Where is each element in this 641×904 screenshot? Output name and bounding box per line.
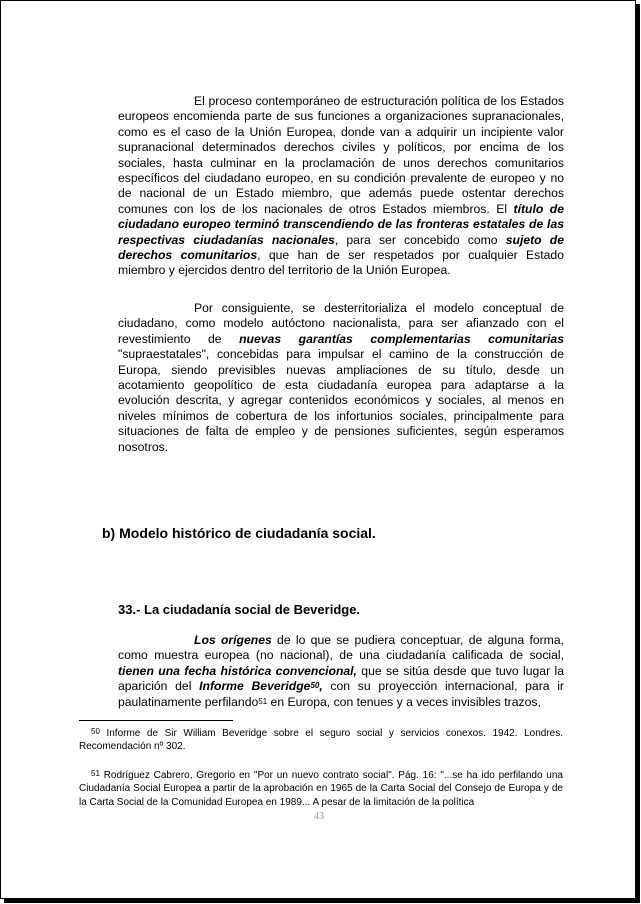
text-run: El proceso contemporáneo de estructuración política de los Estados europeos encomienda parte de sus funciones a organizaciones supranacionales, como es el caso de la Unión Europea, donde van a adquirir un incipiente valor supranacional determinados derechos civiles y políticos, por encima de los sociales, hasta culminar en la proclamación de unos derechos comunitarios específicos del ciudadano europeo, en su condición prevalente de europeo y no de nacional de un Estado miembro, que además puede ostentar derechos comunes con los de los nacionales de otros Estados miembros. El (118, 94, 564, 216)
footnote-text: Informe de Sir William Beveridge sobre el seguro social y servicios conexos. 1942. Londres. Recomendación nº 302. (79, 728, 563, 753)
footnote-51 (79, 769, 563, 809)
text-run: , para ser concebido como (334, 232, 506, 247)
footnote-ref-50[interactable]: 50 (310, 681, 320, 691)
section-heading-b: b) Modelo histórico de ciudadanía social. (102, 525, 376, 541)
emphasis-text: Los orígenes (194, 633, 272, 647)
emphasis-text: título de ciudadano europeo terminó transcendiendo de las fronteras estatales de las respectivas ciudadanías nacionales (118, 201, 565, 247)
emphasis-text: nuevas garantías complementarias comunitarias (239, 331, 564, 346)
text-run: "supraestatales", concebidas para impulsar el camino de la construcción de Europa, siendo previsibles nuevas ampliaciones de su título, desde un acotamiento geopolítico de esta ciudadanía europea para adaptarse a la evolución descrita, y agregar contenidos económicos y sociales, al menos en niveles mínimos de cobertura de los infortunios sociales, principalmente para situaciones de falta de empleo y de pensiones suficientes, según esperamos nosotros. (118, 347, 564, 454)
paragraph-desterritorializa (118, 301, 564, 455)
footnote-50 (79, 727, 563, 754)
emphasis-text: , (319, 679, 331, 694)
footnote-mark: 51 (91, 769, 100, 778)
paragraph-union-europea (118, 94, 564, 279)
emphasis-text: sujeto de derechos comunitarios (118, 232, 564, 263)
text-run: , que han de ser respetados por cualquier Estado miembro y ejercidos dentro del territorio de la Unión Europea. (118, 248, 564, 278)
page-number: 43 (314, 811, 324, 822)
footnote-ref-51[interactable]: 51 (258, 696, 268, 706)
section-heading-33: 33.- La ciudadanía social de Beveridge. (118, 602, 361, 617)
text-run: que se sitúa desde que tuvo lugar la aparición del (118, 663, 564, 694)
footnote-text: Rodríguez Cabrero, Gregorio en "Por un nuevo contrato social". Pág. 16: "...se ha ido perfilando una Ciudadanía Social Europea a partir de la aprobación en 1965 de la Carta Social del Consejo de Europa y de la Carta Social de la Comunidad Europea en 1989... A pesar de la limitación de la política (79, 770, 563, 808)
footnote-separator (79, 720, 233, 721)
footnote-mark: 50 (91, 727, 100, 736)
text-run: en Europa, con tenues y a veces invisibles trazos, (267, 694, 541, 709)
text-run: Por consiguiente, se desterritorializa el modelo conceptual de ciudadano, como modelo autóctono nacionalista, para ser afianzado con el revestimiento de (118, 301, 564, 346)
emphasis-text: Informe Beveridge (199, 679, 311, 694)
emphasis-text: tienen una fecha histórica convencional, (118, 663, 357, 678)
text-run: con su proyección internacional, para ir paulatinamente perfilando (118, 679, 564, 709)
text-run: de lo que se pudiera conceptuar, de alguna forma, como muestra europea (no nacional), de una ciudadanía calificada de social, (118, 633, 564, 663)
paragraph-beveridge (118, 633, 564, 710)
